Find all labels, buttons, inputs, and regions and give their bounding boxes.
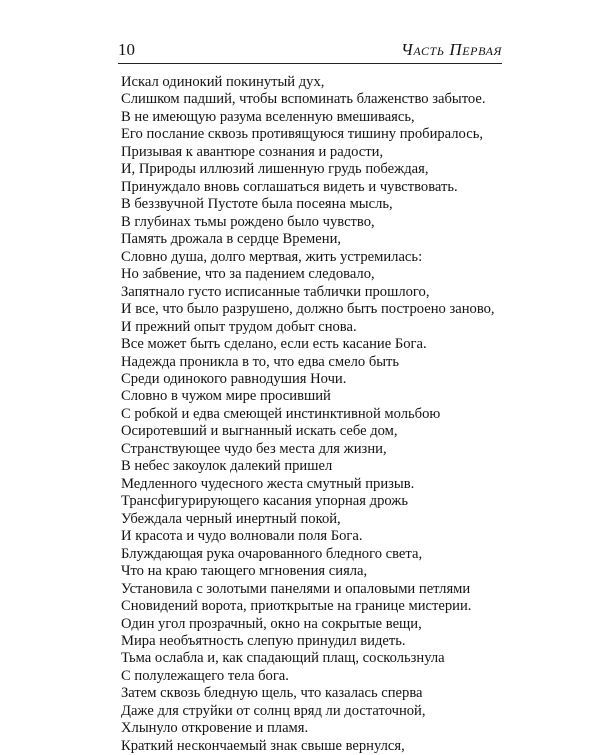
- verse-block: [121, 74, 501, 755]
- verse-line: Что на краю тающего мгновения сияла,: [121, 563, 368, 580]
- verse-line: Затем сквозь бледную щель, что казалась сперва: [121, 685, 423, 702]
- verse-line: Все может быть сделано, если есть касание Бога.: [121, 336, 427, 353]
- verse-line: Сновидений ворота, приоткрытые на границе мистерии.: [121, 598, 472, 615]
- verse-line: Словно в чужом мире просивший: [121, 388, 331, 405]
- verse-line: Память дрожала в сердце Времени,: [121, 231, 342, 248]
- verse-line: В небес закоулок далекий пришел: [121, 458, 333, 475]
- verse-line: В не имеющую разума вселенную вмешиваясь,: [121, 108, 415, 125]
- verse-line: Тьма ослабла и, как спадающий плащ, соскользнула: [121, 650, 445, 667]
- verse-line: Хлынуло откровение и пламя.: [121, 720, 309, 737]
- verse-line: Осиротевший и выгнанный искать себе дом,: [121, 423, 398, 440]
- verse-line: Но забвение, что за падением следовало,: [121, 266, 375, 283]
- running-head: Часть Первая: [401, 40, 502, 59]
- verse-line: И, Природы иллюзий лишенную грудь побеждая,: [121, 161, 429, 178]
- verse-line: Искал одинокий покинутый дух,: [121, 74, 325, 90]
- verse-line: Принуждало вновь соглашаться видеть и чувствовать.: [121, 178, 458, 195]
- verse-line: И прежний опыт трудом добыт снова.: [121, 318, 357, 335]
- header-rule: [118, 63, 502, 64]
- verse-line: Надежда проникла в то, что едва смело быть: [121, 353, 400, 370]
- verse-line: Среди одинокого равнодушия Ночи.: [121, 370, 347, 387]
- verse-line: И красота и чудо волновали поля Бога.: [121, 528, 363, 545]
- verse-line: И все, что было разрушено, должно быть построено заново,: [121, 301, 495, 318]
- verse-line: Даже для струйки от солнц вряд ли достаточной,: [121, 702, 426, 719]
- verse-line: Один угол прозрачный, окно на сокрытые вещи,: [121, 615, 422, 632]
- verse-line: Убеждала черный инертный покой,: [121, 510, 341, 527]
- verse-line: Странствующее чудо без места для жизни,: [121, 440, 387, 457]
- verse-line: Краткий нескончаемый знак свыше вернулся,: [121, 737, 405, 754]
- verse-line: Медленного чудесного жеста смутный призыв.: [121, 475, 415, 492]
- verse-line: В глубинах тьмы рождено было чувство,: [121, 213, 375, 230]
- verse-line: Призывая к авантюре сознания и радости,: [121, 143, 384, 160]
- verse-line: С полулежащего тела бога.: [121, 667, 289, 684]
- verse-line: В беззвучной Пустоте была посеяна мысль,: [121, 196, 393, 213]
- verse-line: Запятнало густо исписанные таблички прошлого,: [121, 283, 430, 300]
- verse-line: Слишком падший, чтобы вспоминать блаженство забытое.: [121, 91, 486, 108]
- verse-line: Трансфигурирующего касания упорная дрожь: [121, 493, 409, 510]
- page-header: [118, 40, 502, 64]
- verse-line: Мира необъятность слепую принудил видеть.: [121, 633, 406, 649]
- verse-line: Его послание сквозь противящуюся тишину пробиралось,: [121, 126, 484, 143]
- page-number: 10: [118, 40, 135, 59]
- verse-line: С робкой и едва смеющей инстинктивной мольбою: [121, 405, 441, 422]
- verse-line: Словно душа, долго мертвая, жить устремилась:: [121, 248, 423, 265]
- verse-line: Установила с золотыми панелями и опаловыми петлями: [121, 580, 471, 597]
- verse-line: Блуждающая рука очарованного бледного света,: [121, 545, 423, 562]
